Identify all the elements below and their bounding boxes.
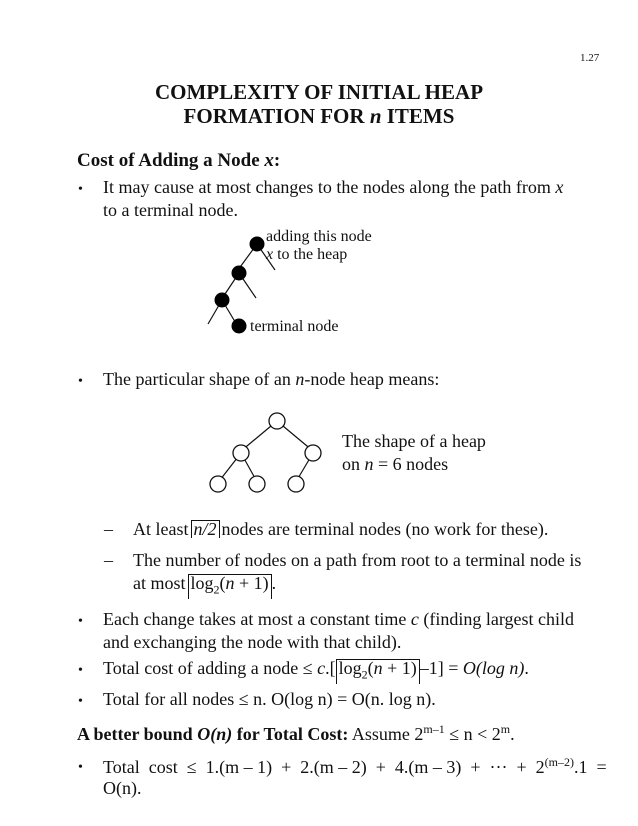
bullet-4-total-cost-node: Total cost of adding a node ≤ c.[ $\log_2(n + 1) -1] = O(\log$ n).: [103, 658, 529, 682]
bullet-3-line-2: and exchanging the node with that child).: [103, 632, 402, 652]
sub-item-path-length-line-2: at most $\log_2(n + 1)$ .: [133, 573, 277, 597]
diagram-1-label-bottom: terminal node: [250, 318, 339, 335]
heap-leaf-node: [288, 476, 304, 492]
diagram-2-caption-line-1: The shape of a heap: [342, 431, 486, 451]
bullet-marker: •: [78, 694, 83, 709]
diagram-1-label-top-1: adding this node: [266, 228, 372, 245]
bullet-marker: •: [78, 182, 83, 197]
sub-item-path-length-line-1: The number of nodes on a path from root to a terminal node is: [133, 550, 582, 570]
bullet-marker: •: [78, 374, 83, 389]
sub-item-terminal-count: At least n/2 nodes are terminal nodes (no work for these).: [133, 519, 549, 539]
bullet-3-line-1: Each change takes at most a constant time c (finding largest child: [103, 609, 575, 629]
heap-node: [233, 445, 249, 461]
bullet-2-text: The particular shape of an n-node heap means:: [103, 369, 440, 389]
bullet-1-line-2: to a terminal node.: [103, 200, 238, 220]
bullet-6-line-1: Total cost ≤ 1.(m – 1) + 2.(m – 2) + 4.(m – 3) + ··· + 2$^{(m-2)}$.1 =: [103, 755, 607, 777]
dash-marker: –: [104, 519, 113, 539]
section-heading-cost-of-adding: Cost of Adding a Node x:: [77, 150, 281, 171]
heap-leaf-node: [210, 476, 226, 492]
bullet-marker: •: [78, 760, 83, 775]
bullet-5-total-all-nodes: Total for all nodes ≤ n. O(log n) = O(n. log n).: [103, 689, 436, 709]
bullet-6-line-2: O(n).: [103, 778, 142, 798]
diagram-2-caption-line-2: on n = 6 nodes: [342, 454, 449, 474]
page-title-line-2: FORMATION FOR n ITEMS: [183, 104, 455, 128]
section-heading-better-bound: A better bound O(n) for Total Cost: Assume $2^{m-1} \le n < 2^m$.: [77, 722, 515, 744]
dash-marker: –: [104, 550, 113, 570]
heap-root-node: [269, 413, 285, 429]
diagram-1-label-top-2: x to the heap: [266, 246, 348, 263]
bullet-1-line-1: It may cause at most changes to the nodes along the path from x: [103, 177, 564, 197]
bullet-marker: •: [78, 663, 83, 678]
page-number: 1.27: [580, 52, 600, 64]
heap-node: [305, 445, 321, 461]
page-title-line-1: COMPLEXITY OF INITIAL HEAP: [154, 80, 484, 104]
heap-leaf-node: [249, 476, 265, 492]
bullet-marker: •: [78, 614, 83, 629]
